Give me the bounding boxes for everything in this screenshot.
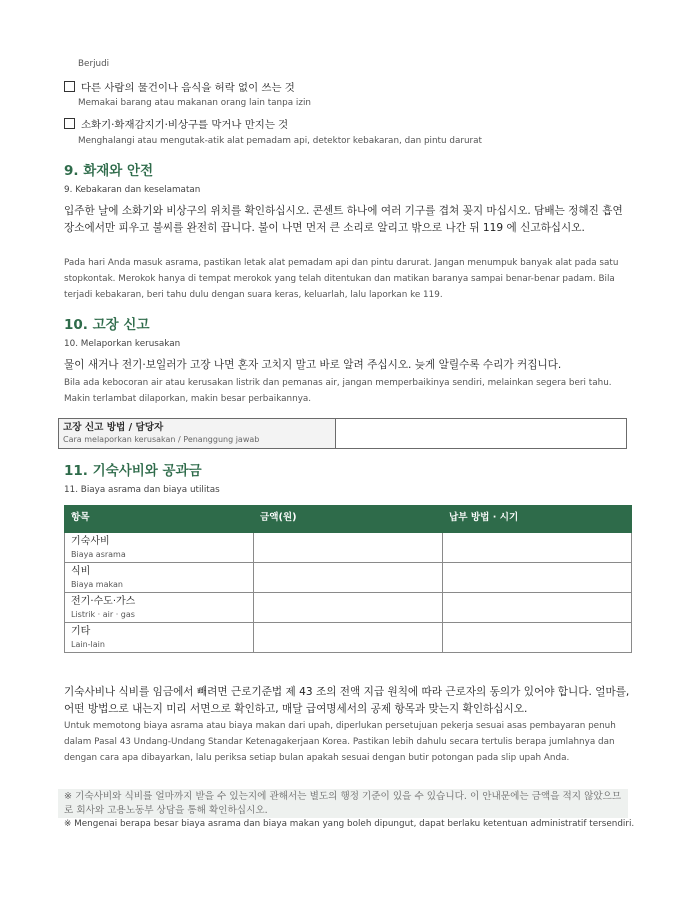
payment-method-cell[interactable]	[443, 533, 632, 563]
row-label-cell: 기숙사비 Biaya asrama	[65, 533, 254, 563]
header-payment-method: 납부 방법 · 시기	[443, 506, 632, 533]
payment-method-cell[interactable]	[443, 593, 632, 623]
payment-method-cell[interactable]	[443, 623, 632, 653]
section-10-heading: 10. 고장 신고	[64, 317, 150, 333]
table-row	[65, 623, 632, 653]
note-box	[58, 789, 628, 818]
row-label-cell: 기타 Lain-lain	[65, 623, 254, 653]
item-ko: 소화기·화재감지기·비상구를 막거나 만지는 것	[81, 119, 289, 131]
amount-cell[interactable]	[254, 533, 443, 563]
report-method-box	[58, 418, 627, 449]
section-11-heading: 11. 기숙사비와 공과금	[64, 463, 202, 479]
item-using-others-things	[64, 81, 295, 96]
section-10-paragraph-ko: 물이 새거나 전기·보일러가 고장 나면 혼자 고치지 말고 바로 알려 주십시오. 늦게 알릴수록 수리가 커집니다.	[64, 359, 562, 371]
report-method-value-cell[interactable]	[336, 419, 626, 448]
header-item: 항목	[65, 506, 254, 533]
report-method-title: 고장 신고 방법 / 담당자	[63, 422, 164, 433]
item-tampering-safety	[64, 118, 288, 133]
item-ko: 다른 사람의 물건이나 음식을 허락 없이 쓰는 것	[81, 82, 295, 94]
report-method-label-cell	[59, 419, 336, 448]
table-row	[65, 593, 632, 623]
section-11-paragraph-id: Untuk memotong biaya asrama atau biaya makan dari upah, diperlukan persetujuan pekerja sesuai asas pembayaran penuh dalam Pasal 43 Undang-Undang Standar Ketenagakerjaan Korea. Pastikan lebih dahulu secara tertulis berapa jumlahnya dan dengan cara apa dibayarkan, lalu periksa setiap bulan apakah sesuai dengan butir potongan pada slip upah Anda.	[64, 721, 616, 763]
section-10-subheading: 10. Melaporkan kerusakan	[64, 339, 181, 349]
row-label-cell: 식비 Biaya makan	[65, 563, 254, 593]
note-id: ※ Mengenai berapa besar biaya asrama dan biaya makan yang boleh dipungut, dapat berlaku ketentuan administratif tersendiri.	[64, 819, 635, 829]
section-9-paragraph-id: Pada hari Anda masuk asrama, pastikan letak alat pemadam api dan pintu darurat. Jangan menumpuk banyak alat pada satu stopkontak. Merokok hanya di tempat merokok yang telah ditentukan dan matikan baranya sampai benar-benar padam. Bila terjadi kebakaran, beri tahu dulu dengan suara keras, keluarlah, lalu laporkan ke 119.	[64, 258, 619, 300]
table-row	[65, 563, 632, 593]
section-9-paragraph-ko: 입주한 날에 소화기와 비상구의 위치를 확인하십시오. 콘센트 하나에 여러 기구를 겹쳐 꽂지 마십시오. 담배는 정해진 흡연 장소에서만 피우고 불씨를 완전히 끕니다. 불이 나면 먼저 큰 소리로 알리고 밖으로 나간 뒤 119 에 신고하십시오.	[64, 205, 623, 234]
fees-table-header-row	[65, 506, 632, 533]
report-method-subtitle: Cara melaporkan kerusakan / Penanggung jawab	[63, 435, 260, 444]
row-label-cell: 전기·수도·가스 Listrik · air · gas	[65, 593, 254, 623]
section-11-subheading: 11. Biaya asrama dan biaya utilitas	[64, 485, 220, 495]
checkbox-icon	[64, 81, 75, 92]
checkbox-icon	[64, 118, 75, 129]
item-using-others-things-id: Memakai barang atau makanan orang lain tanpa izin	[78, 98, 311, 108]
table-row	[65, 533, 632, 563]
payment-method-cell[interactable]	[443, 563, 632, 593]
note-ko: ※ 기숙사비와 식비를 얼마까지 받을 수 있는지에 관해서는 별도의 행정 기준이 있을 수 있습니다. 이 안내문에는 금액을 적지 않았으므로 회사와 고용노동부 상담을 통해 확인하십시오.	[64, 791, 622, 816]
header-amount: 금액(원)	[254, 506, 443, 533]
amount-cell[interactable]	[254, 623, 443, 653]
section-9-heading: 9. 화재와 안전	[64, 163, 154, 179]
amount-cell[interactable]	[254, 563, 443, 593]
section-10-paragraph-id: Bila ada kebocoran air atau kerusakan listrik dan pemanas air, jangan memperbaikinya sendiri, melainkan segera beri tahu. Makin terlambat dilaporkan, makin besar perbaikannya.	[64, 378, 612, 404]
section-11-paragraph-ko: 기숙사비나 식비를 임금에서 빼려면 근로기준법 제 43 조의 전액 지급 원칙에 따라 근로자의 동의가 있어야 합니다. 얼마를, 어떤 방법으로 내는지 미리 서면으로 확인하고, 매달 급여명세서의 공제 항목과 맞는지 확인하십시오.	[64, 686, 630, 715]
item-tampering-safety-id: Menghalangi atau mengutak-atik alat pemadam api, detektor kebakaran, dan pintu darurat	[78, 136, 483, 146]
amount-cell[interactable]	[254, 593, 443, 623]
section-9-subheading: 9. Kebakaran dan keselamatan	[64, 185, 201, 195]
fees-table	[64, 505, 632, 653]
item-gambling-id: Berjudi	[78, 59, 110, 69]
